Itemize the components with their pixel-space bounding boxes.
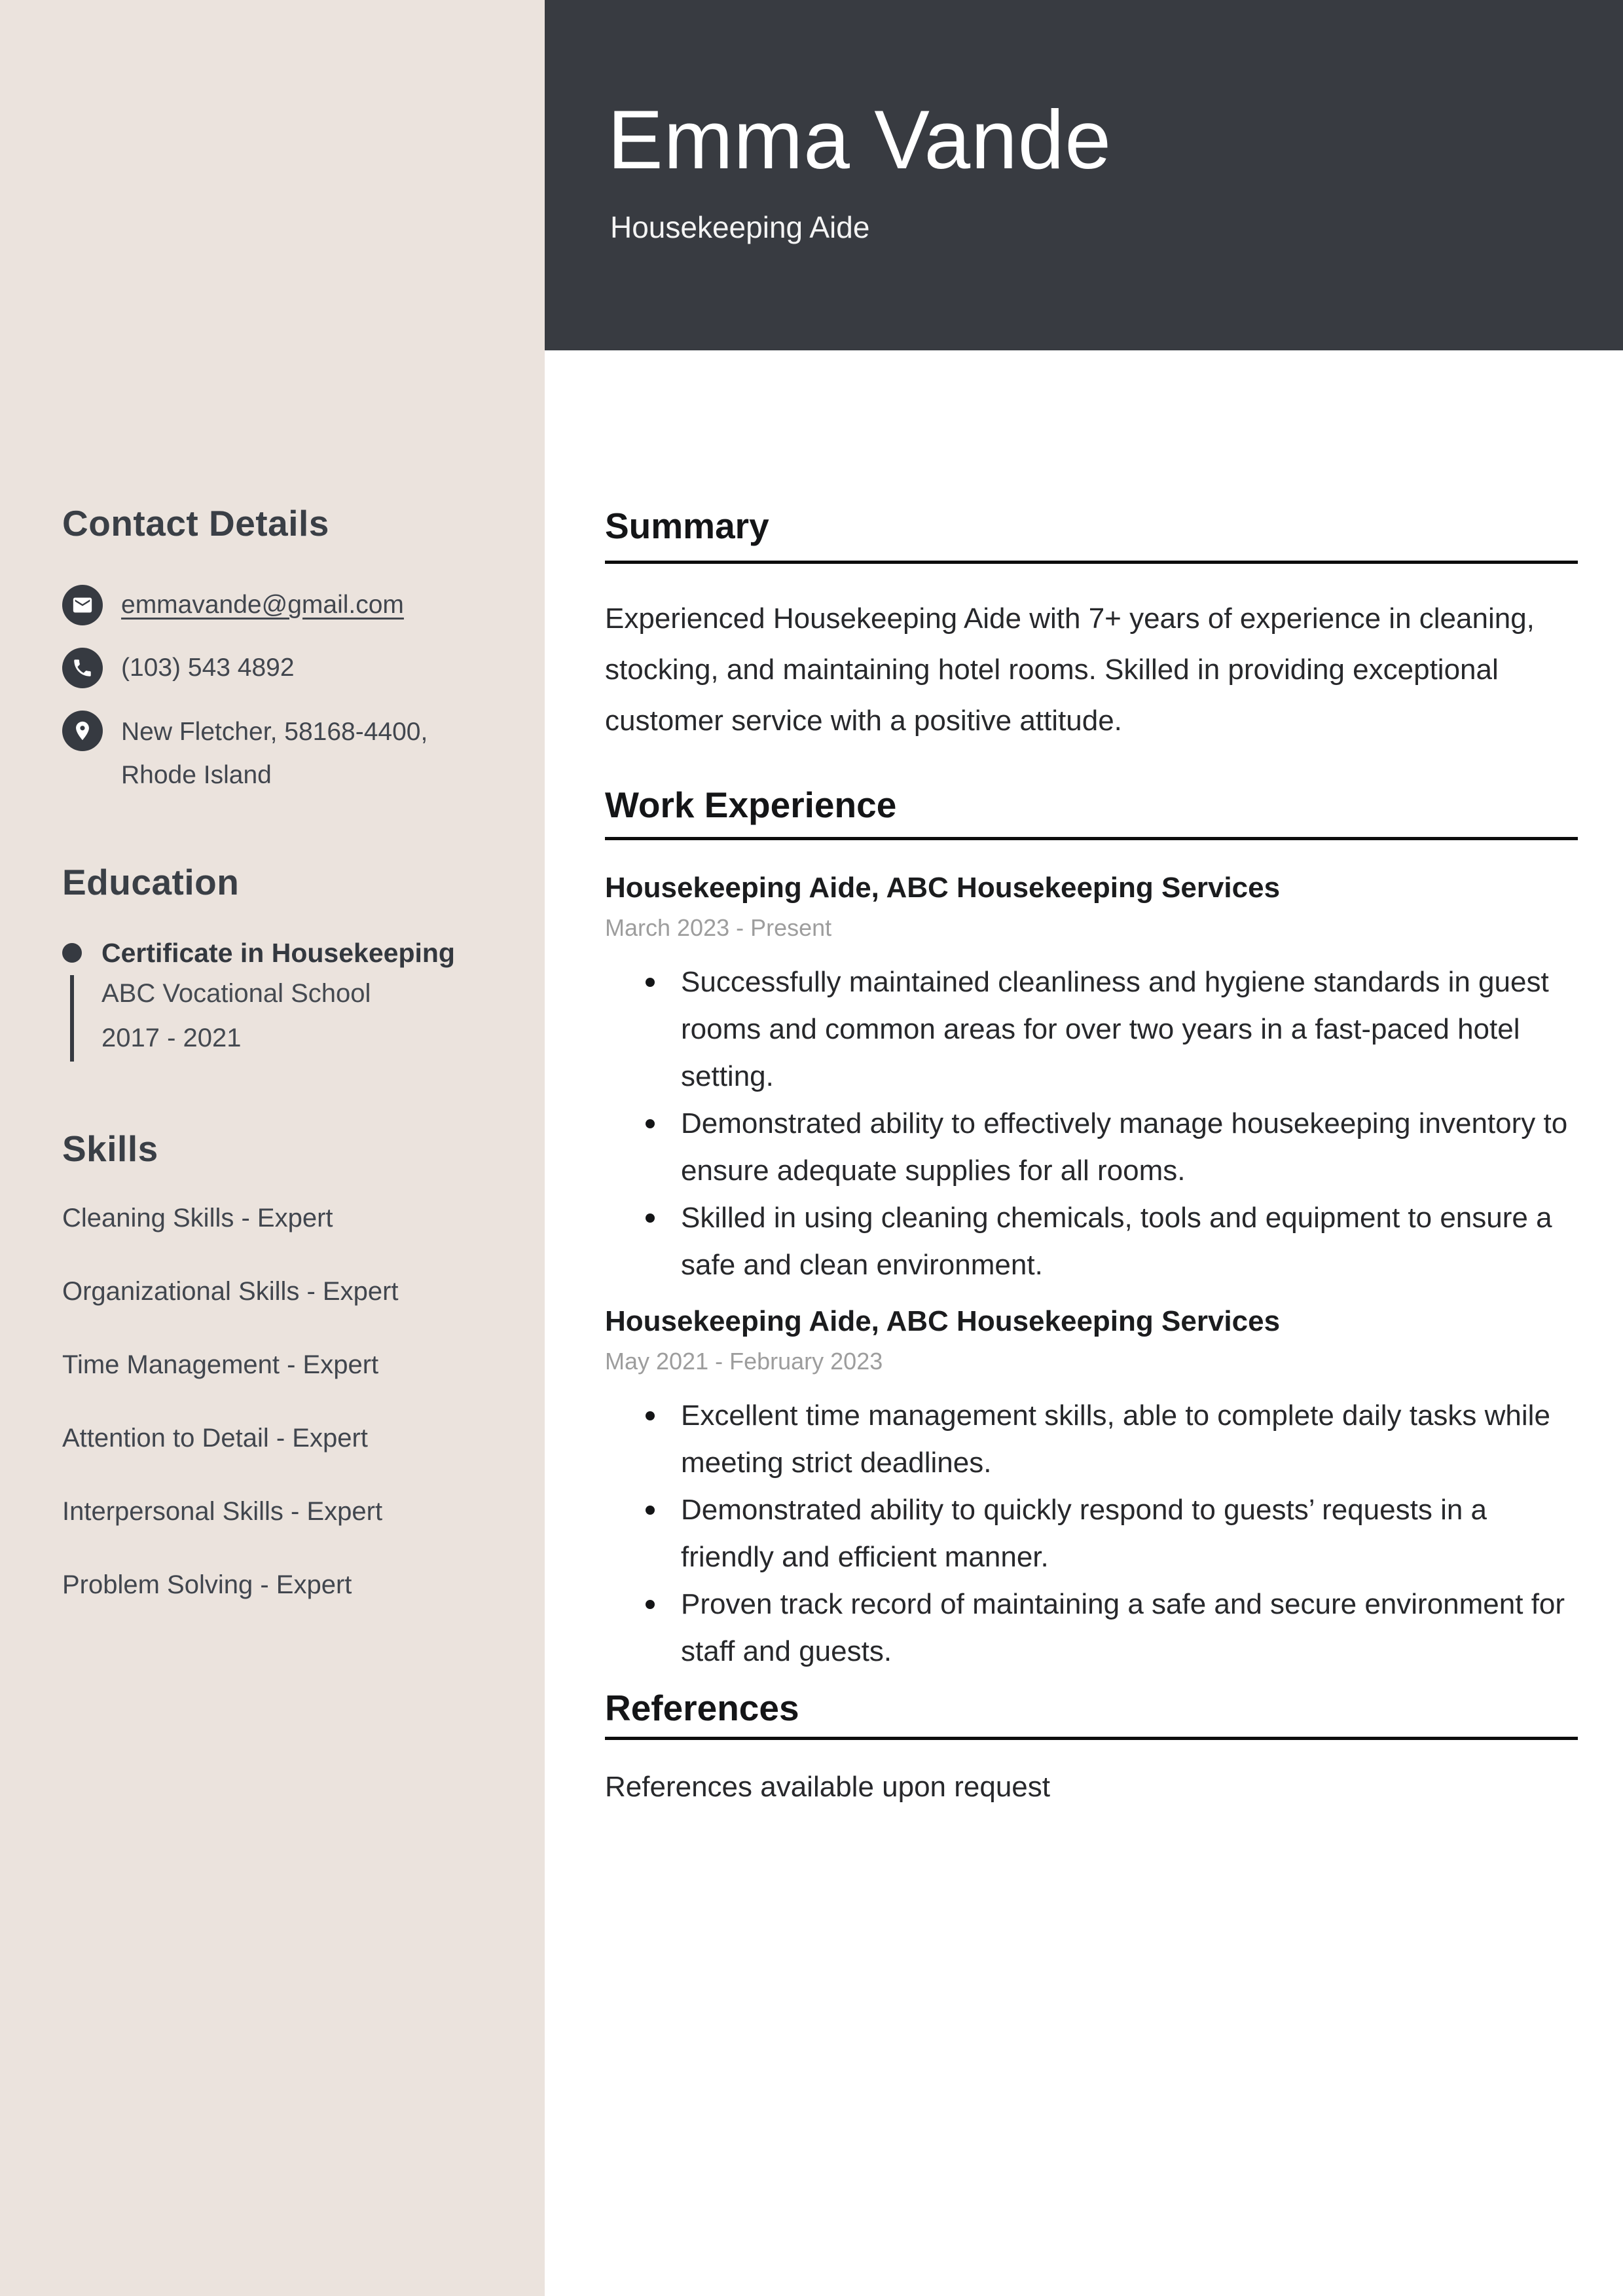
job-title: Housekeeping Aide, ABC Housekeeping Services	[605, 1305, 1281, 1337]
location-text	[121, 711, 428, 797]
location-pin-icon	[62, 711, 103, 751]
job-dates: March 2023 - Present	[605, 914, 832, 941]
skill-item: Cleaning Skills - Expert	[62, 1204, 333, 1232]
email-link[interactable]: emmavande@gmail.com	[121, 591, 404, 619]
location-line2: Rhode Island	[121, 761, 272, 789]
job-bullet: Demonstrated ability to effectively manage housekeeping inventory to ensure adequate supplies for all rooms.	[605, 1100, 1580, 1194]
email-icon	[62, 585, 103, 625]
references-text: References available upon request	[605, 1771, 1051, 1803]
education-years: 2017 - 2021	[101, 1024, 242, 1052]
contact-row-phone	[62, 648, 494, 688]
job-title: Housekeeping Aide, ABC Housekeeping Services	[605, 872, 1281, 904]
education-texts	[101, 935, 455, 1060]
references-divider	[605, 1737, 1578, 1740]
timeline-dot	[62, 943, 82, 963]
job-bullet-list	[605, 1392, 1580, 1675]
contact-row-location	[62, 711, 494, 797]
education-degree: Certificate in Housekeeping	[101, 938, 455, 968]
job-bullet: Demonstrated ability to quickly respond to guests’ requests in a friendly and efficient manner.	[605, 1487, 1580, 1581]
location-line1: New Fletcher, 58168-4400,	[121, 718, 428, 746]
contact-row-email	[62, 585, 494, 625]
contact-rows	[62, 585, 494, 819]
job-bullet: Excellent time management skills, able to complete daily tasks while meeting strict deadlines.	[605, 1392, 1580, 1487]
skill-item: Organizational Skills - Expert	[62, 1277, 399, 1306]
education-heading: Education	[62, 862, 240, 902]
skill-item: Attention to Detail - Expert	[62, 1424, 368, 1453]
job-entry	[605, 871, 1580, 1289]
job-bullet: Successfully maintained cleanliness and hygiene standards in guest rooms and common areas for over two years in a fast-paced hotel setting.	[605, 959, 1580, 1100]
job-bullet: Skilled in using cleaning chemicals, tools and equipment to ensure a safe and clean environment.	[605, 1194, 1580, 1289]
references-heading: References	[605, 1688, 799, 1728]
timeline-line	[70, 975, 74, 1062]
summary-divider	[605, 561, 1578, 564]
work-experience-divider	[605, 837, 1578, 840]
work-experience-heading: Work Experience	[605, 785, 897, 825]
skill-item: Problem Solving - Expert	[62, 1570, 352, 1599]
person-name: Emma Vande	[608, 93, 1112, 186]
job-dates: May 2021 - February 2023	[605, 1348, 883, 1375]
phone-number: (103) 543 4892	[121, 654, 295, 682]
education-item	[62, 935, 507, 1060]
education-school: ABC Vocational School	[101, 979, 371, 1008]
contact-details-heading: Contact Details	[62, 503, 329, 544]
education-timeline-marker	[62, 935, 101, 1060]
job-entry	[605, 1305, 1580, 1675]
skills-list	[62, 1204, 514, 1644]
skill-item: Interpersonal Skills - Expert	[62, 1497, 383, 1526]
skill-item: Time Management - Expert	[62, 1350, 379, 1379]
summary-text: Experienced Housekeeping Aide with 7+ years of experience in cleaning, stocking, and maintaining hotel rooms. Skilled in providing exceptional customer service with a positive attitude.	[605, 602, 1535, 737]
summary-heading: Summary	[605, 506, 769, 546]
phone-icon	[62, 648, 103, 688]
person-job-title: Housekeeping Aide	[610, 210, 870, 244]
job-bullet: Proven track record of maintaining a safe and secure environment for staff and guests.	[605, 1581, 1580, 1675]
job-bullet-list	[605, 959, 1580, 1289]
skills-heading: Skills	[62, 1128, 158, 1169]
